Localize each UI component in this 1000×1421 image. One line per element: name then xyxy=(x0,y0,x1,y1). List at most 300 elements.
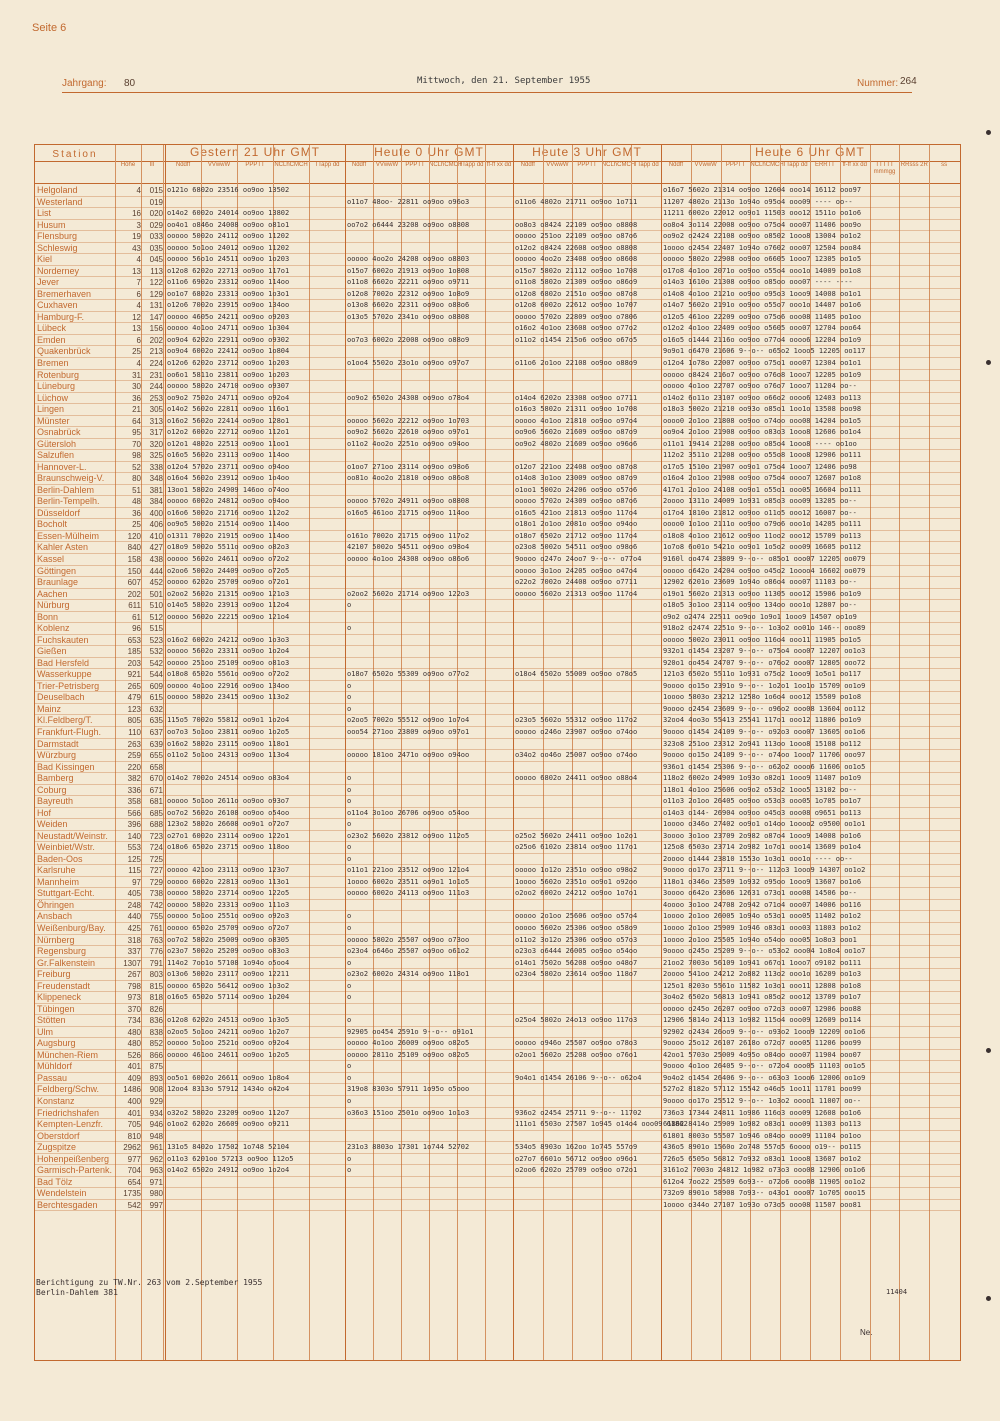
obs-heute-0: 1oooo 6002o 23511 oo9o1 1o1o5 xyxy=(347,877,470,886)
obs-heute-0: o xyxy=(347,681,352,690)
obs-heute-6: o16o4 2o1oo 21908 oo9oo o75o4 oooo7 12607 oo1o8 xyxy=(663,474,862,483)
station-number: 515 xyxy=(149,624,163,634)
table-row xyxy=(35,519,960,531)
station-number: 637 xyxy=(149,727,163,737)
table-row xyxy=(35,208,960,220)
station-height: 840 xyxy=(127,543,141,553)
table-row xyxy=(35,623,960,635)
table-row xyxy=(35,554,960,566)
obs-gestern-21: o2oo6 5002o 24409 oo9oo o72o5 xyxy=(167,566,290,575)
station-number: 400 xyxy=(149,508,163,518)
obs-heute-0: o xyxy=(347,601,352,610)
table-row xyxy=(35,197,960,209)
obs-heute-0: o2oo2 5602o 21714 oo9oo 122o3 xyxy=(347,589,470,598)
station-height: 542 xyxy=(127,1200,141,1210)
obs-gestern-21: ooooo 5002o 24112 oo9oo 11202 xyxy=(167,232,290,241)
obs-gestern-21: oo9o5 5002o 21514 oo9oo 114oo xyxy=(167,520,290,529)
station-height: 96 xyxy=(132,624,141,634)
station-height: 396 xyxy=(127,820,141,830)
obs-heute-6: o14o3 1610o 21308 oo9oo o85oo ooo07 ---- ---- xyxy=(663,278,853,287)
obs-gestern-21: ooooo 6502o 25709 oo9oo o72o7 xyxy=(167,924,290,932)
station-height: 13 xyxy=(132,266,141,276)
station-name: Nürburg xyxy=(37,600,70,611)
station-number: 029 xyxy=(149,220,163,230)
obs-heute-6: o9o2 o2474 22511 oo9oo 1o9o1 1ooo9 14507 oo1o9 xyxy=(663,612,857,621)
station-number: 015 xyxy=(149,186,163,195)
obs-gestern-21: o12o6 7002o 23915 oo9oo 134oo xyxy=(167,301,290,310)
obs-heute-3: o2oo2 6002o 24212 oo9oo 1o7o1 xyxy=(515,889,638,898)
station-number: 962 xyxy=(149,1154,163,1164)
obs-heute-3: o1oo1 5002o 24206 oo9oo o57o6 xyxy=(515,485,638,494)
station-number: 452 xyxy=(149,578,163,588)
station-height: 358 xyxy=(127,797,141,807)
station-number: 253 xyxy=(149,393,163,403)
obs-heute-0: o18o7 6502o 55309 oo9oo o77o2 xyxy=(347,670,470,679)
obs-heute-3: 1oooo 5602o 2351o oo9o1 o92oo xyxy=(515,877,638,886)
obs-gestern-21: oo6o1 5811o 23811 oo9oo 1o203 xyxy=(167,370,290,379)
station-name: Jever xyxy=(37,277,60,288)
obs-heute-6: 112o2 3511o 21208 oo9oo o55o8 1ooo8 12906 oo111 xyxy=(663,451,862,460)
obs-heute-6: 732o9 8901o 58908 7o93-- o43o1 ooo07 1o705 ooo15 xyxy=(663,1189,866,1198)
station-height: 440 xyxy=(127,912,141,922)
station-height: 7 xyxy=(136,278,141,288)
obs-gestern-21: ooooo 5o1oo 2521o oo9oo o92o4 xyxy=(167,1039,290,1048)
station-name: Münster xyxy=(37,415,70,426)
obs-heute-3: ooooo o946o 25507 oo9oo o78o3 xyxy=(515,1039,638,1048)
obs-heute-6: 1oooo o344o 27107 1o93o o73o5 ooo08 11507 ooo81 xyxy=(663,1200,862,1209)
station-height: 611 xyxy=(128,601,141,611)
station-number: 763 xyxy=(149,935,163,945)
obs-heute-6: 9oooo oo17o 23711 9--o-- 112o3 1ooo9 14307 oo1o2 xyxy=(663,866,866,875)
station-number: 427 xyxy=(149,543,163,553)
column-header: TTapp dd xyxy=(633,162,659,168)
obs-heute-3: o25o4 5802o 24o13 oo9oo 117o3 xyxy=(515,1016,638,1025)
station-name: Ansbach xyxy=(37,911,73,922)
station-name: Bad Tölz xyxy=(37,1176,73,1187)
obs-heute-6: 1oooo o346o 27402 oo9o1 o14oo 1oooo2 o9500 oo1o1 xyxy=(663,820,866,829)
station-height: 1307 xyxy=(123,958,141,968)
station-number: 544 xyxy=(149,670,163,680)
obs-heute-0: o xyxy=(347,1096,352,1105)
station-number: 438 xyxy=(149,555,163,564)
obs-gestern-21: ooooo 4605o 24211 oo9oo o9203 xyxy=(167,312,290,321)
obs-heute-3: 111o1 6503o 27507 1o945 o14o4 ooo09 61862 xyxy=(515,1120,688,1129)
station-number: 875 xyxy=(149,1062,163,1072)
table-row xyxy=(35,566,960,578)
station-height: 401 xyxy=(127,1108,141,1118)
obs-heute-0: o1oo7 271oo 23114 oo9oo o98o6 xyxy=(347,462,470,471)
obs-heute-6: o17o4 1810o 21812 oo9oo o11o5 ooo12 16007 oo-- xyxy=(663,508,857,517)
obs-heute-3: oo9o6 5602o 21609 oo9oo o87o9 xyxy=(515,428,638,437)
obs-gestern-21: o16o5 5602o 23113 oo9oo 114oo xyxy=(167,451,290,460)
column-header: NCLhCMCH xyxy=(429,162,463,168)
station-height: 336 xyxy=(127,785,141,795)
station-name: Feldberg/Schw. xyxy=(37,1084,100,1095)
obs-heute-6: 12902 6201o 23609 1o94o o86o4 ooo07 11103 oo-- xyxy=(663,578,857,587)
obs-gestern-21: oo9o4 6202o 22911 oo9oo o9302 xyxy=(167,335,290,344)
station-number: 818 xyxy=(149,993,163,1003)
station-name: Hannover-L. xyxy=(37,461,87,472)
obs-heute-0: o13o5 5702o 2341o oo9oo o8808 xyxy=(347,312,470,321)
table-row xyxy=(35,911,960,923)
station-number: 803 xyxy=(149,970,163,980)
column-header: TTapp dd xyxy=(314,162,340,168)
station-height: 479 xyxy=(127,693,141,703)
station-name: Göttingen xyxy=(37,565,77,576)
obs-heute-6: 9160l oo474 23809 9--o-- o85o1 ooo07 12205 oo079 xyxy=(663,555,866,563)
table-row xyxy=(35,669,960,681)
obs-gestern-21: ooooo 5802o 23313 oo9oo 111o3 xyxy=(167,900,290,909)
station-number: 761 xyxy=(149,924,163,933)
obs-heute-0: ooo54 271oo 23809 oo9oo o97o1 xyxy=(347,727,470,736)
obs-heute-3: o15o7 5802o 21112 oo9oo 1o708 xyxy=(515,266,638,275)
obs-heute-6: o16o7 5602o 21314 oo9oo 12604 ooo14 16112 ooo97 xyxy=(663,186,862,194)
station-height: 51 xyxy=(132,485,141,495)
station-name: Bremen xyxy=(37,357,69,368)
obs-heute-0: o xyxy=(347,1166,352,1175)
nummer-value: 264 xyxy=(900,76,917,87)
obs-gestern-21: ooooo 4o1oo 24711 oo9oo 1o304 xyxy=(167,324,290,333)
obs-heute-3: 936o2 o2454 25711 9--o-- 11702 xyxy=(515,1108,642,1117)
table-row xyxy=(35,254,960,266)
station-height: 52 xyxy=(132,462,141,472)
obs-heute-6: ooooo o642o 24204 oo9oo o45o2 1oooo4 16602 oo079 xyxy=(663,566,866,575)
table-row xyxy=(35,589,960,601)
obs-heute-6: 436o5 8901o 1560o 2o748 557o5 6oooo o19-- oo115 xyxy=(663,1143,862,1152)
station-number: 670 xyxy=(149,774,163,784)
obs-heute-0: ooooo 6002o 24113 oo9oo 111o3 xyxy=(347,889,470,898)
station-name: List xyxy=(37,208,52,219)
station-height: 425 xyxy=(127,924,141,933)
station-height: 1486 xyxy=(123,1085,141,1095)
obs-heute-3: ooooo 5702o 24309 oo9oo o87o6 xyxy=(515,497,638,506)
column-header: PPPTT xyxy=(577,162,597,168)
station-name: Wendelstein xyxy=(37,1188,87,1199)
obs-gestern-21: ooooo 5802o 24710 oo9oo o9307 xyxy=(167,382,290,391)
station-height: 526 xyxy=(127,1050,141,1060)
station-height: 370 xyxy=(127,1004,141,1014)
obs-heute-6: 1oooo 2o1oo 25505 1o94o o54oo ooo05 1o8o3 ooo1 xyxy=(663,935,857,944)
station-number: 231 xyxy=(149,370,163,380)
station-number: 156 xyxy=(149,324,163,334)
table-row xyxy=(35,266,960,278)
obs-heute-3: ooooo 4oo2o 23408 oo9oo o8608 xyxy=(515,255,638,264)
weather-table xyxy=(34,144,961,1361)
station-name: Stötten xyxy=(37,1015,66,1026)
table-row xyxy=(35,1073,960,1085)
obs-heute-0: o xyxy=(347,981,352,990)
station-height: 6 xyxy=(136,335,141,345)
obs-heute-6: o12o5 461oo 22209 oo9oo o75o6 ooo08 11405 oo1oo xyxy=(663,312,862,321)
obs-heute-6: ooooo 4o1oo 22707 oo9oo o76o7 1ooo7 11204 oo-- xyxy=(663,382,857,391)
station-number: 776 xyxy=(149,947,163,957)
obs-heute-6: ooooo o245o 26207 oo9oo o72o3 ooo07 12906 ooo88 xyxy=(663,1004,862,1013)
obs-gestern-21: o18o8 6502o 5561o oo9oo o72o2 xyxy=(167,670,290,679)
column-header: Nddff xyxy=(351,162,367,168)
obs-gestern-21: o12o8 6202o 22713 oo9oo 117o1 xyxy=(167,266,290,275)
station-number: 202 xyxy=(149,335,163,345)
station-height: 140 xyxy=(127,831,141,841)
obs-heute-0: o xyxy=(347,843,352,852)
station-name: Lübeck xyxy=(37,323,67,334)
station-name: Oberstdorf xyxy=(37,1130,80,1141)
obs-gestern-21: oo7o2 5802o 25009 oo9oo o8305 xyxy=(167,935,290,944)
obs-heute-3: o14o4 6202o 23308 oo9oo o7711 xyxy=(515,393,638,402)
station-number: 244 xyxy=(149,382,163,392)
column-header: ff-ff xx dd xyxy=(486,162,512,168)
obs-heute-6: 9o4o2 o1454 26406 9--o-- o63o3 1ooo6 12006 oo1o9 xyxy=(663,1073,866,1082)
table-row xyxy=(35,1050,960,1062)
obs-heute-6: oooo0 1o1oo 2111o oo9oo o79o6 ooo1o 14205 oo111 xyxy=(663,520,862,529)
obs-heute-0: o xyxy=(347,1062,352,1071)
station-name: Passau xyxy=(37,1072,68,1083)
table-row xyxy=(35,981,960,993)
station-name: Braunschweig-V. xyxy=(37,473,105,484)
obs-heute-3: ooooo 4o1oo 21810 oo9oo o97o4 xyxy=(515,416,638,425)
obs-heute-3: o27o7 6601o 56712 oo9oo o96o1 xyxy=(515,1154,638,1163)
table-row xyxy=(35,1177,960,1189)
column-header: PPPTT xyxy=(405,162,425,168)
station-height: 31 xyxy=(132,370,141,380)
obs-heute-6: o19o1 5602o 21313 oo9oo 11305 ooo12 15906 oo1o9 xyxy=(663,589,862,598)
station-height: 61 xyxy=(132,612,141,622)
table-row xyxy=(35,773,960,785)
obs-heute-6: 323o8 251oo 23312 2o941 113oo 1ooo8 15108 oo112 xyxy=(663,739,862,748)
station-name: Bad Kissingen xyxy=(37,761,95,772)
station-height: 653 xyxy=(127,635,141,645)
station-number: 655 xyxy=(149,751,163,761)
station-name: Bocholt xyxy=(37,519,68,530)
obs-gestern-21: ooooo 5o1oo 2551o oo9oo o92o3 xyxy=(167,912,290,921)
table-row xyxy=(35,635,960,647)
station-height: 203 xyxy=(127,658,141,668)
table-row xyxy=(35,358,960,370)
station-name: Mühldorf xyxy=(37,1061,73,1072)
station-name: Wasserkuppe xyxy=(37,669,92,680)
station-height: 318 xyxy=(127,935,141,945)
obs-heute-0: o xyxy=(347,785,352,794)
obs-heute-0: o11o8 6602o 22211 oo9oo o9711 xyxy=(347,278,470,287)
obs-heute-0: o13o8 6602o 22311 oo9oo o88o6 xyxy=(347,301,470,310)
table-row xyxy=(35,819,960,831)
station-name: Kl.Feldberg/T. xyxy=(37,715,93,726)
station-height: 265 xyxy=(127,681,141,691)
station-number: 147 xyxy=(149,312,163,322)
station-name: Bad Hersfeld xyxy=(37,657,90,668)
obs-heute-6: 9o9o1 o6470 21606 9--o-- o65o2 1ooo5 12205 oo117 xyxy=(663,347,866,356)
obs-heute-0: o15o7 6002o 21913 oo9oo 1o808 xyxy=(347,266,470,275)
table-row xyxy=(35,427,960,439)
obs-gestern-21: o14o2 6502o 24912 oo9oo 1o2o4 xyxy=(167,1166,290,1175)
obs-heute-0: o11o1 221oo 23512 oo9oo 121o4 xyxy=(347,866,470,875)
correction-note xyxy=(36,1278,262,1298)
station-height: 1735 xyxy=(123,1189,141,1199)
obs-heute-0: o23o2 5602o 23812 oo9oo 112o5 xyxy=(347,831,470,840)
column-header: RRsss 2R xyxy=(900,162,928,168)
station-height: 734 xyxy=(127,1016,141,1026)
obs-gestern-21: 123o2 5802o 26608 oo9o1 o72o7 xyxy=(167,820,290,829)
table-row xyxy=(35,243,960,255)
station-number: 866 xyxy=(149,1050,163,1060)
obs-heute-0: ooooo 5802o 25507 oo9oo o73oo xyxy=(347,935,470,944)
station-name: Westerland xyxy=(37,196,83,207)
station-height: 70 xyxy=(132,439,141,449)
station-name: Husum xyxy=(37,219,66,230)
obs-heute-3: o18o1 2o1oo 2081o oo9oo o94oo xyxy=(515,520,638,529)
table-row xyxy=(35,1108,960,1120)
obs-heute-6: 9oooo o2454 23609 9--o-- o96o2 ooo08 13604 oo112 xyxy=(663,704,866,713)
station-number: 893 xyxy=(149,1073,163,1083)
group-header-3: Heute 6 Uhr GMT xyxy=(755,145,865,159)
obs-heute-6: 1oooo 5803o 23212 1258o 1o6o4 ooo12 15509 oo1o8 xyxy=(663,693,862,702)
column-header: VVwwW xyxy=(546,162,569,168)
obs-heute-3: o25o6 6102o 23814 oo9oo 117o1 xyxy=(515,843,638,852)
station-number: 791 xyxy=(149,958,163,968)
station-number: 224 xyxy=(149,358,163,368)
station-number: 815 xyxy=(149,981,163,991)
station-number: 961 xyxy=(149,1143,163,1153)
obs-heute-6: 118o1 4o1oo 25606 oo9o2 o53o2 1ooo5 13102 oo-- xyxy=(663,785,857,794)
station-name: Hohenpeißenberg xyxy=(37,1153,110,1164)
station-height: 25 xyxy=(132,347,141,357)
obs-heute-3: o11o2 3o12o 25306 oo9oo o57o3 xyxy=(515,935,638,944)
station-number: 635 xyxy=(149,716,163,726)
station-name: Bayreuth xyxy=(37,796,74,807)
station-height: 48 xyxy=(132,497,141,507)
obs-heute-6: 118o2 6002o 24909 1o93o o82o1 1ooo9 11407 oo1o9 xyxy=(663,774,862,783)
station-name: Norderney xyxy=(37,265,80,276)
station-height: 566 xyxy=(127,808,141,818)
obs-heute-0: o xyxy=(347,924,352,932)
obs-heute-3: o14o1 7502o 56208 oo9oo o48o7 xyxy=(515,958,638,967)
obs-heute-3: ooooo o246o 23907 oo9oo o74oo xyxy=(515,727,638,736)
station-number: 658 xyxy=(149,762,163,772)
station-height: 263 xyxy=(127,739,141,749)
obs-gestern-21: o16o2 5802o 23115 oo9oo 118o1 xyxy=(167,739,290,748)
station-number: 113 xyxy=(150,266,163,276)
obs-heute-3: oo8o3 o8424 22109 oo9oo o8808 xyxy=(515,220,638,229)
obs-gestern-21: o12o2 6002o 22712 oo9oo 112o1 xyxy=(167,428,290,437)
table-row xyxy=(35,1084,960,1096)
obs-gestern-21: oo7o3 5o1oo 23811 oo9oo 1o2o5 xyxy=(167,727,290,736)
table-row xyxy=(35,600,960,612)
station-height: 115 xyxy=(128,866,141,876)
station-number: 685 xyxy=(149,808,163,818)
station-number: 632 xyxy=(149,704,163,714)
table-row xyxy=(35,485,960,497)
obs-gestern-21: ooooo 251oo 25109 oo9oo o81o3 xyxy=(167,658,290,667)
table-row xyxy=(35,739,960,751)
station-number: 755 xyxy=(149,912,163,922)
obs-heute-3: 9o4o1 o1454 26106 9--o-- o62o4 xyxy=(515,1073,642,1082)
obs-heute-6: 3161o2 7003o 24812 1o982 o73o3 ooo08 12906 oo1o6 xyxy=(663,1166,866,1175)
station-name: Kahler Asten xyxy=(37,542,89,553)
table-row xyxy=(35,888,960,900)
obs-heute-6: 118o1 o346o 23509 1o932 o95oo 1ooo9 13607 oo1o6 xyxy=(663,877,862,886)
obs-heute-3: o12o8 6002o 22612 oo9oo 1o707 xyxy=(515,301,638,310)
station-name: Rotenburg xyxy=(37,369,80,380)
obs-heute-6: 2oooo o1444 23810 1553o 1o3o1 ooo1o ---- oo-- xyxy=(663,854,853,863)
obs-heute-6: ooooo o8424 216o7 oo9oo o76o8 1ooo7 12205 oo1o9 xyxy=(663,370,862,379)
obs-gestern-21: o13o6 5002o 23117 oo9oo 12211 xyxy=(167,970,290,979)
station-number: 980 xyxy=(149,1189,163,1199)
column-header: VVwwW xyxy=(694,162,717,168)
obs-heute-6: 936o1 o1454 25306 9--o-- o62o2 oooo6 11606 oo1o5 xyxy=(663,762,866,771)
station-name: Osnabrück xyxy=(37,427,81,438)
station-height: 810 xyxy=(127,1131,141,1141)
column-header: VVwwW xyxy=(207,162,231,168)
obs-heute-0: ooooo 2811o 25109 oo9oo o82o5 xyxy=(347,1050,470,1059)
table-row xyxy=(35,1154,960,1166)
obs-gestern-21: o2oo2 5602o 21315 oo9oo 121o3 xyxy=(167,589,290,598)
obs-heute-6: 527o2 8182o 57112 15542 o46o5 1oo11 11701 ooo99 xyxy=(663,1085,862,1094)
station-number: 020 xyxy=(149,209,163,219)
obs-heute-6: 1oooo 2o1oo 25909 1o946 o83o1 ooo03 11803 oo1o2 xyxy=(663,924,862,932)
station-height: 654 xyxy=(127,1177,141,1187)
obs-gestern-21: ooooo 461oo 24611 oo9oo 1o2o5 xyxy=(167,1050,290,1059)
obs-heute-3: o18o4 6502o 55009 oo9oo o78o5 xyxy=(515,670,638,679)
station-height: 977 xyxy=(127,1154,141,1164)
obs-heute-6: 9oooo o245o 25209 9--o-- o53o2 ooo04 1o8o4 oo1o7 xyxy=(663,947,866,956)
obs-heute-0: o xyxy=(347,693,352,702)
obs-gestern-21: o18o9 5002o 5511o oo9oo o82o3 xyxy=(167,543,290,552)
station-name: Fuchskauten xyxy=(37,634,89,645)
station-name: Mannheim xyxy=(37,876,80,887)
station-number: 045 xyxy=(149,255,163,265)
station-number: 738 xyxy=(149,889,163,899)
obs-heute-0: o161o 7002o 21715 oo9oo 117o2 xyxy=(347,531,470,540)
obs-gestern-21: o27o1 6002o 23114 oo9oo 122o1 xyxy=(167,831,290,840)
correction-line-2: Berlin-Dahlem 381 xyxy=(36,1288,118,1297)
station-name: Frankfurt-Flugh. xyxy=(37,726,102,737)
table-row xyxy=(35,404,960,416)
obs-heute-6: 2oooo 541oo 24212 2o882 113o2 ooo1o 16209 oo1o3 xyxy=(663,970,862,979)
obs-gestern-21: ooooo 6202o 25709 oo9oo o72o1 xyxy=(167,578,290,587)
station-height: 405 xyxy=(127,889,141,899)
station-name: Stuttgart-Echt. xyxy=(37,888,95,899)
station-height: 19 xyxy=(132,232,141,242)
obs-gestern-21: ooooo 56o1o 24511 oo9oo 1o203 xyxy=(167,255,290,264)
jahrgang-value: 80 xyxy=(124,78,136,89)
obs-gestern-21: oo9o4 6002o 22412 oo9oo 1o804 xyxy=(167,347,290,356)
obs-gestern-21: o14o5 5802o 23913 oo9oo 112o4 xyxy=(167,601,290,610)
station-name: Lüneburg xyxy=(37,381,76,392)
obs-gestern-21: o16o5 6502o 57114 oo9oo 1o204 xyxy=(167,993,290,1002)
obs-heute-3: o2oo1 5602o 25208 oo9oo o76o1 xyxy=(515,1050,638,1059)
table-row xyxy=(35,658,960,670)
table-row xyxy=(35,831,960,843)
station-number: 997 xyxy=(149,1200,163,1210)
station-name: Gießen xyxy=(37,646,67,657)
station-number: 510 xyxy=(149,601,163,611)
obs-heute-6: 42oo1 5703o 25009 4o95o o84oo ooo07 11904 ooo07 xyxy=(663,1050,862,1059)
ne-label: Ne. xyxy=(860,1328,873,1337)
station-number: 742 xyxy=(149,900,163,910)
station-number: 122 xyxy=(149,278,163,288)
obs-heute-6: o18o3 5002o 21210 oo93o o85o1 1oo1o 13508 ooo98 xyxy=(663,405,862,414)
station-number: 724 xyxy=(149,843,163,853)
table-row xyxy=(35,300,960,312)
obs-gestern-21: 13oo1 5802o 24909 146oo o74oo xyxy=(167,485,290,494)
station-name: Garmisch-Partenk. xyxy=(37,1165,113,1176)
station-number: 305 xyxy=(149,405,163,415)
obs-heute-3: ooooo 5702o 22809 oo9oo o7806 xyxy=(515,312,638,321)
obs-heute-0: o11o2 4oo2o 2251o oo9oo o94oo xyxy=(347,439,470,448)
table-row xyxy=(35,1200,960,1212)
obs-heute-3: o11o6 4802o 21711 oo9oo 1o711 xyxy=(515,197,638,206)
obs-heute-0: o23o4 o646o 25507 oo9oo o61o2 xyxy=(347,947,470,956)
obs-heute-0: ooooo 5602o 22212 oo9oo 1o703 xyxy=(347,416,470,425)
